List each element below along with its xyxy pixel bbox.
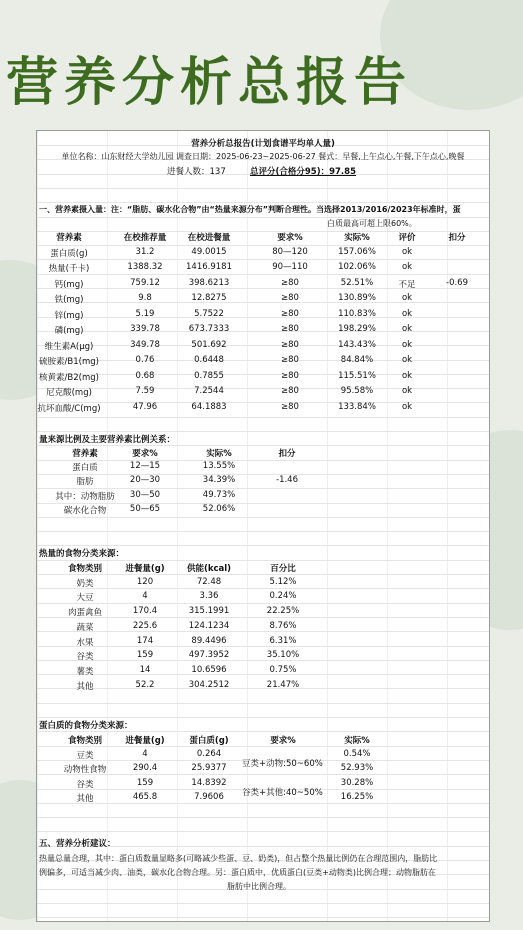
grid-line: [37, 817, 489, 818]
table-header-cell: 实际%: [344, 736, 370, 746]
table-cell: 豆类: [76, 750, 94, 761]
table-cell: 10.6596: [191, 664, 227, 675]
table-cell: 其他: [76, 681, 94, 692]
table-cell: 12—15: [129, 461, 161, 472]
grid-line: [37, 831, 489, 832]
table-cell: ≥80: [281, 355, 299, 365]
table-cell: -1.46: [276, 475, 298, 486]
table-header-cell: 要求%: [132, 449, 158, 459]
table-cell: 174: [136, 635, 154, 646]
table-cell: ok: [401, 370, 413, 381]
table-cell: 脂肪: [76, 477, 94, 488]
table-cell: 0.264: [196, 748, 222, 759]
table-cell: 159: [136, 777, 154, 788]
table-cell: ok: [401, 308, 413, 319]
table-cell: ok: [401, 339, 413, 350]
table-cell: 铁(mg): [54, 295, 84, 305]
table-header-cell: 评价: [398, 233, 416, 243]
table-cell: -0.69: [446, 277, 468, 288]
table-cell: 80—120: [272, 246, 308, 257]
table-cell: ≥80: [281, 293, 299, 303]
table-cell: 170.4: [132, 606, 158, 617]
table-cell: 钙(mg): [54, 279, 84, 290]
table-cell: 31.2: [135, 246, 155, 257]
table-cell: 157.06%: [338, 246, 376, 257]
table-cell: 核黄素/B2(mg): [39, 372, 99, 383]
table-cell: 304.2512: [188, 679, 230, 690]
table-cell: 蛋白质(g): [50, 248, 88, 259]
table-cell: 159: [136, 650, 154, 661]
table-cell: 110.83%: [338, 308, 376, 319]
table-cell: 64.1883: [191, 401, 227, 412]
table-cell: 102.06%: [338, 262, 376, 272]
table-header-cell: 要求%: [270, 736, 296, 746]
table-cell: 6.31%: [269, 635, 297, 646]
table-cell: ≥80: [281, 386, 299, 396]
report-sheet: [36, 130, 490, 922]
sheet-title: 营养分析总报告(计划食谱平均单人量): [191, 139, 335, 149]
table-cell: 497.3952: [188, 650, 230, 661]
table-cell: 673.7333: [188, 324, 230, 334]
table-cell: 35.10%: [266, 650, 300, 661]
table-cell: 315.1991: [188, 606, 230, 617]
table-header-cell: 进餐量(g): [125, 564, 165, 574]
table-cell: ok: [401, 355, 413, 365]
table-header-cell: 营养素: [56, 233, 82, 243]
table-cell: 磷(mg): [54, 326, 84, 336]
table-cell: 398.6213: [188, 277, 230, 288]
section4-title: 蛋白质的食物分类来源：: [39, 721, 133, 731]
table-cell: 52.06%: [202, 503, 236, 514]
table-header-cell: 扣分: [278, 449, 296, 459]
grid-line: [37, 717, 489, 718]
table-cell: 501.692: [191, 339, 227, 350]
table-cell: 30—50: [129, 489, 161, 500]
grid-line: [37, 417, 489, 418]
table-cell: 52.93%: [340, 763, 374, 773]
table-cell: 碳水化合物: [63, 505, 107, 516]
table-cell: 1416.9181: [186, 262, 232, 272]
section5-title: 五、营养分析建议：: [39, 839, 116, 849]
table-cell: 290.4: [132, 763, 158, 773]
table-cell: 52.2: [135, 679, 155, 690]
table-cell: 90—110: [272, 262, 308, 272]
table-cell: 13.55%: [202, 461, 236, 472]
table-cell: 4: [142, 748, 148, 759]
table-cell: 20—30: [129, 475, 161, 486]
table-cell: 225.6: [132, 620, 158, 631]
table-cell: 薯类: [76, 666, 94, 677]
table-cell: ≥80: [281, 401, 299, 412]
table-cell: 5.19: [135, 308, 155, 319]
table-cell: 维生素A(μg): [44, 341, 94, 352]
table-cell: 大豆: [76, 593, 94, 604]
table-cell: 7.9606: [194, 792, 224, 802]
table-cell: 硫胺素/B1(mg): [39, 357, 99, 367]
table-header-cell: 营养素: [72, 449, 98, 459]
table-header-cell: 供能(kcal): [186, 564, 232, 574]
table-cell: 84.84%: [340, 355, 374, 365]
grid-line: [37, 259, 489, 260]
table-cell: 115.51%: [338, 370, 376, 381]
table-cell: 16.25%: [340, 792, 374, 802]
table-header-cell: 进餐量(g): [125, 736, 165, 746]
table-header-cell: 百分比: [270, 564, 296, 574]
sheet-info-line: 单位名称：山东财经大学幼儿园 调查日期：2025-06-23~2025-06-27 餐式：早餐,上午点心,午餐,下午点心,晚餐: [61, 152, 465, 161]
table-cell: 不足: [398, 279, 416, 290]
table-cell: 50—65: [129, 503, 161, 514]
table-cell: 0.7855: [194, 370, 224, 381]
grid-line: [37, 703, 489, 704]
table-cell: ≥80: [281, 339, 299, 350]
table-cell: ≥80: [281, 308, 299, 319]
table-header-cell: 蛋白质(g): [189, 736, 229, 746]
table-cell: 34.39%: [202, 475, 236, 486]
table-cell: 72.48: [196, 576, 222, 587]
table-cell: 动物性食物: [63, 765, 107, 775]
table-header-cell: 实际%: [344, 233, 370, 243]
table-cell: 蔬菜: [76, 622, 94, 633]
table-cell: 0.75%: [269, 664, 297, 675]
table-cell: 肉蛋禽鱼: [67, 608, 102, 619]
table-cell: 465.8: [132, 792, 158, 802]
grid-line: [37, 903, 489, 904]
grid-line: [37, 560, 489, 561]
report-title: 营养分析总报告: [6, 52, 413, 113]
grid-line: [37, 431, 489, 432]
table-cell: ≥80: [281, 370, 299, 381]
table-cell: 锌(mg): [54, 310, 84, 321]
table-header-cell: 实际%: [206, 449, 232, 459]
table-cell: 其他: [76, 794, 94, 804]
table-cell: 5.7522: [194, 308, 224, 319]
protein-requirement-2: 谷类+其他:40~50%: [242, 788, 323, 798]
table-cell: 9.8: [138, 293, 152, 303]
table-cell: 1388.32: [127, 262, 163, 272]
table-cell: 12.8275: [191, 293, 227, 303]
table-cell: 其中：动物脂肪: [55, 491, 115, 502]
table-cell: ok: [401, 246, 413, 257]
table-cell: ≥80: [281, 277, 299, 288]
table-cell: 0.24%: [269, 591, 297, 602]
protein-requirement-1: 豆类+动物:50~60%: [242, 759, 323, 769]
table-cell: 7.2544: [194, 386, 224, 396]
table-header-cell: 食物类别: [67, 564, 102, 574]
table-cell: 7.59: [135, 386, 155, 396]
table-cell: 198.29%: [338, 324, 376, 334]
table-cell: 30.28%: [340, 777, 374, 788]
table-cell: 130.89%: [338, 293, 376, 303]
table-cell: 谷类: [76, 779, 94, 790]
table-cell: 95.58%: [340, 386, 374, 396]
table-cell: 21.47%: [266, 679, 300, 690]
table-cell: 124.1234: [188, 620, 230, 631]
diners-count: 进餐人数：137: [167, 167, 226, 177]
table-cell: 水果: [76, 637, 94, 648]
table-header-cell: 在校进餐量: [187, 233, 231, 243]
table-cell: 5.12%: [269, 576, 297, 587]
table-cell: ok: [401, 293, 413, 303]
table-cell: 0.54%: [343, 748, 371, 759]
table-cell: 759.12: [130, 277, 160, 288]
table-cell: 0.76: [135, 355, 155, 365]
advice-line-1: 热量总量合理，其中：蛋白质数量显略多(可略减少些蛋、豆、奶类)，但占整个热量比例仍在合理范围内，脂肪比: [39, 854, 438, 863]
table-header-cell: 食物类别: [67, 736, 102, 746]
table-cell: 0.68: [135, 370, 155, 381]
table-cell: 349.78: [130, 339, 160, 350]
table-cell: ok: [401, 324, 413, 334]
table-cell: 4: [142, 591, 148, 602]
table-cell: 133.84%: [338, 401, 376, 412]
table-cell: ok: [401, 401, 413, 412]
grid-line: [37, 217, 489, 218]
table-cell: ok: [401, 386, 413, 396]
table-cell: 339.78: [130, 324, 160, 334]
table-cell: 抗坏血酸/C(mg): [37, 403, 101, 414]
total-score: 总评分(合格分95)：97.85: [250, 167, 356, 177]
table-cell: ok: [401, 262, 413, 272]
table-cell: 奶类: [76, 578, 94, 589]
advice-line-3: 脂肪中比例合理。: [227, 882, 291, 891]
table-cell: ≥80: [281, 324, 299, 334]
table-cell: 120: [136, 576, 154, 587]
section3-title: 热量的食物分类来源：: [39, 549, 125, 559]
grid-line: [37, 917, 489, 918]
advice-line-2: 例偏多，可适当减少肉、油类，碳水化合物合理。另：蛋白质中，优质蛋白(豆类+动物类)比例合理；动物脂肪在: [39, 868, 436, 877]
table-cell: 89.4496: [191, 635, 227, 646]
table-header-cell: 扣分: [448, 233, 466, 243]
table-cell: 蛋白质: [72, 463, 98, 474]
table-cell: 热量(千卡): [48, 264, 90, 274]
table-cell: 8.76%: [269, 620, 297, 631]
table-cell: 143.43%: [338, 339, 376, 350]
grid-line: [37, 574, 489, 575]
grid-line: [37, 188, 489, 189]
grid-line: [37, 531, 489, 532]
section2-title: 量来源比例及主要营养素比例关系：: [39, 435, 176, 445]
table-cell: 尼克酸(mg): [46, 388, 92, 398]
section1-title: 一、营养素摄入量：注：“脂肪、碳水化合物”由“热量来源分布”判断合理性。当选择2013/2016/2023年标准时，蛋: [39, 205, 461, 214]
table-cell: 25.9377: [191, 763, 227, 773]
table-cell: 0.6448: [194, 355, 224, 365]
table-cell: 52.51%: [340, 277, 374, 288]
table-cell: 3.36: [199, 591, 219, 602]
table-cell: 49.73%: [202, 489, 236, 500]
table-cell: 谷类: [76, 652, 94, 663]
grid-line: [37, 517, 489, 518]
section1-note: 白质最高可超上限60%。: [327, 219, 417, 228]
table-cell: 49.0015: [191, 246, 227, 257]
table-cell: 14: [139, 664, 151, 675]
table-header-cell: 在校推荐量: [123, 233, 167, 243]
table-cell: 22.25%: [266, 606, 300, 617]
table-header-cell: 要求%: [277, 233, 303, 243]
table-cell: 14.8392: [191, 777, 227, 788]
table-cell: 47.96: [132, 401, 158, 412]
grid-line: [37, 731, 489, 732]
